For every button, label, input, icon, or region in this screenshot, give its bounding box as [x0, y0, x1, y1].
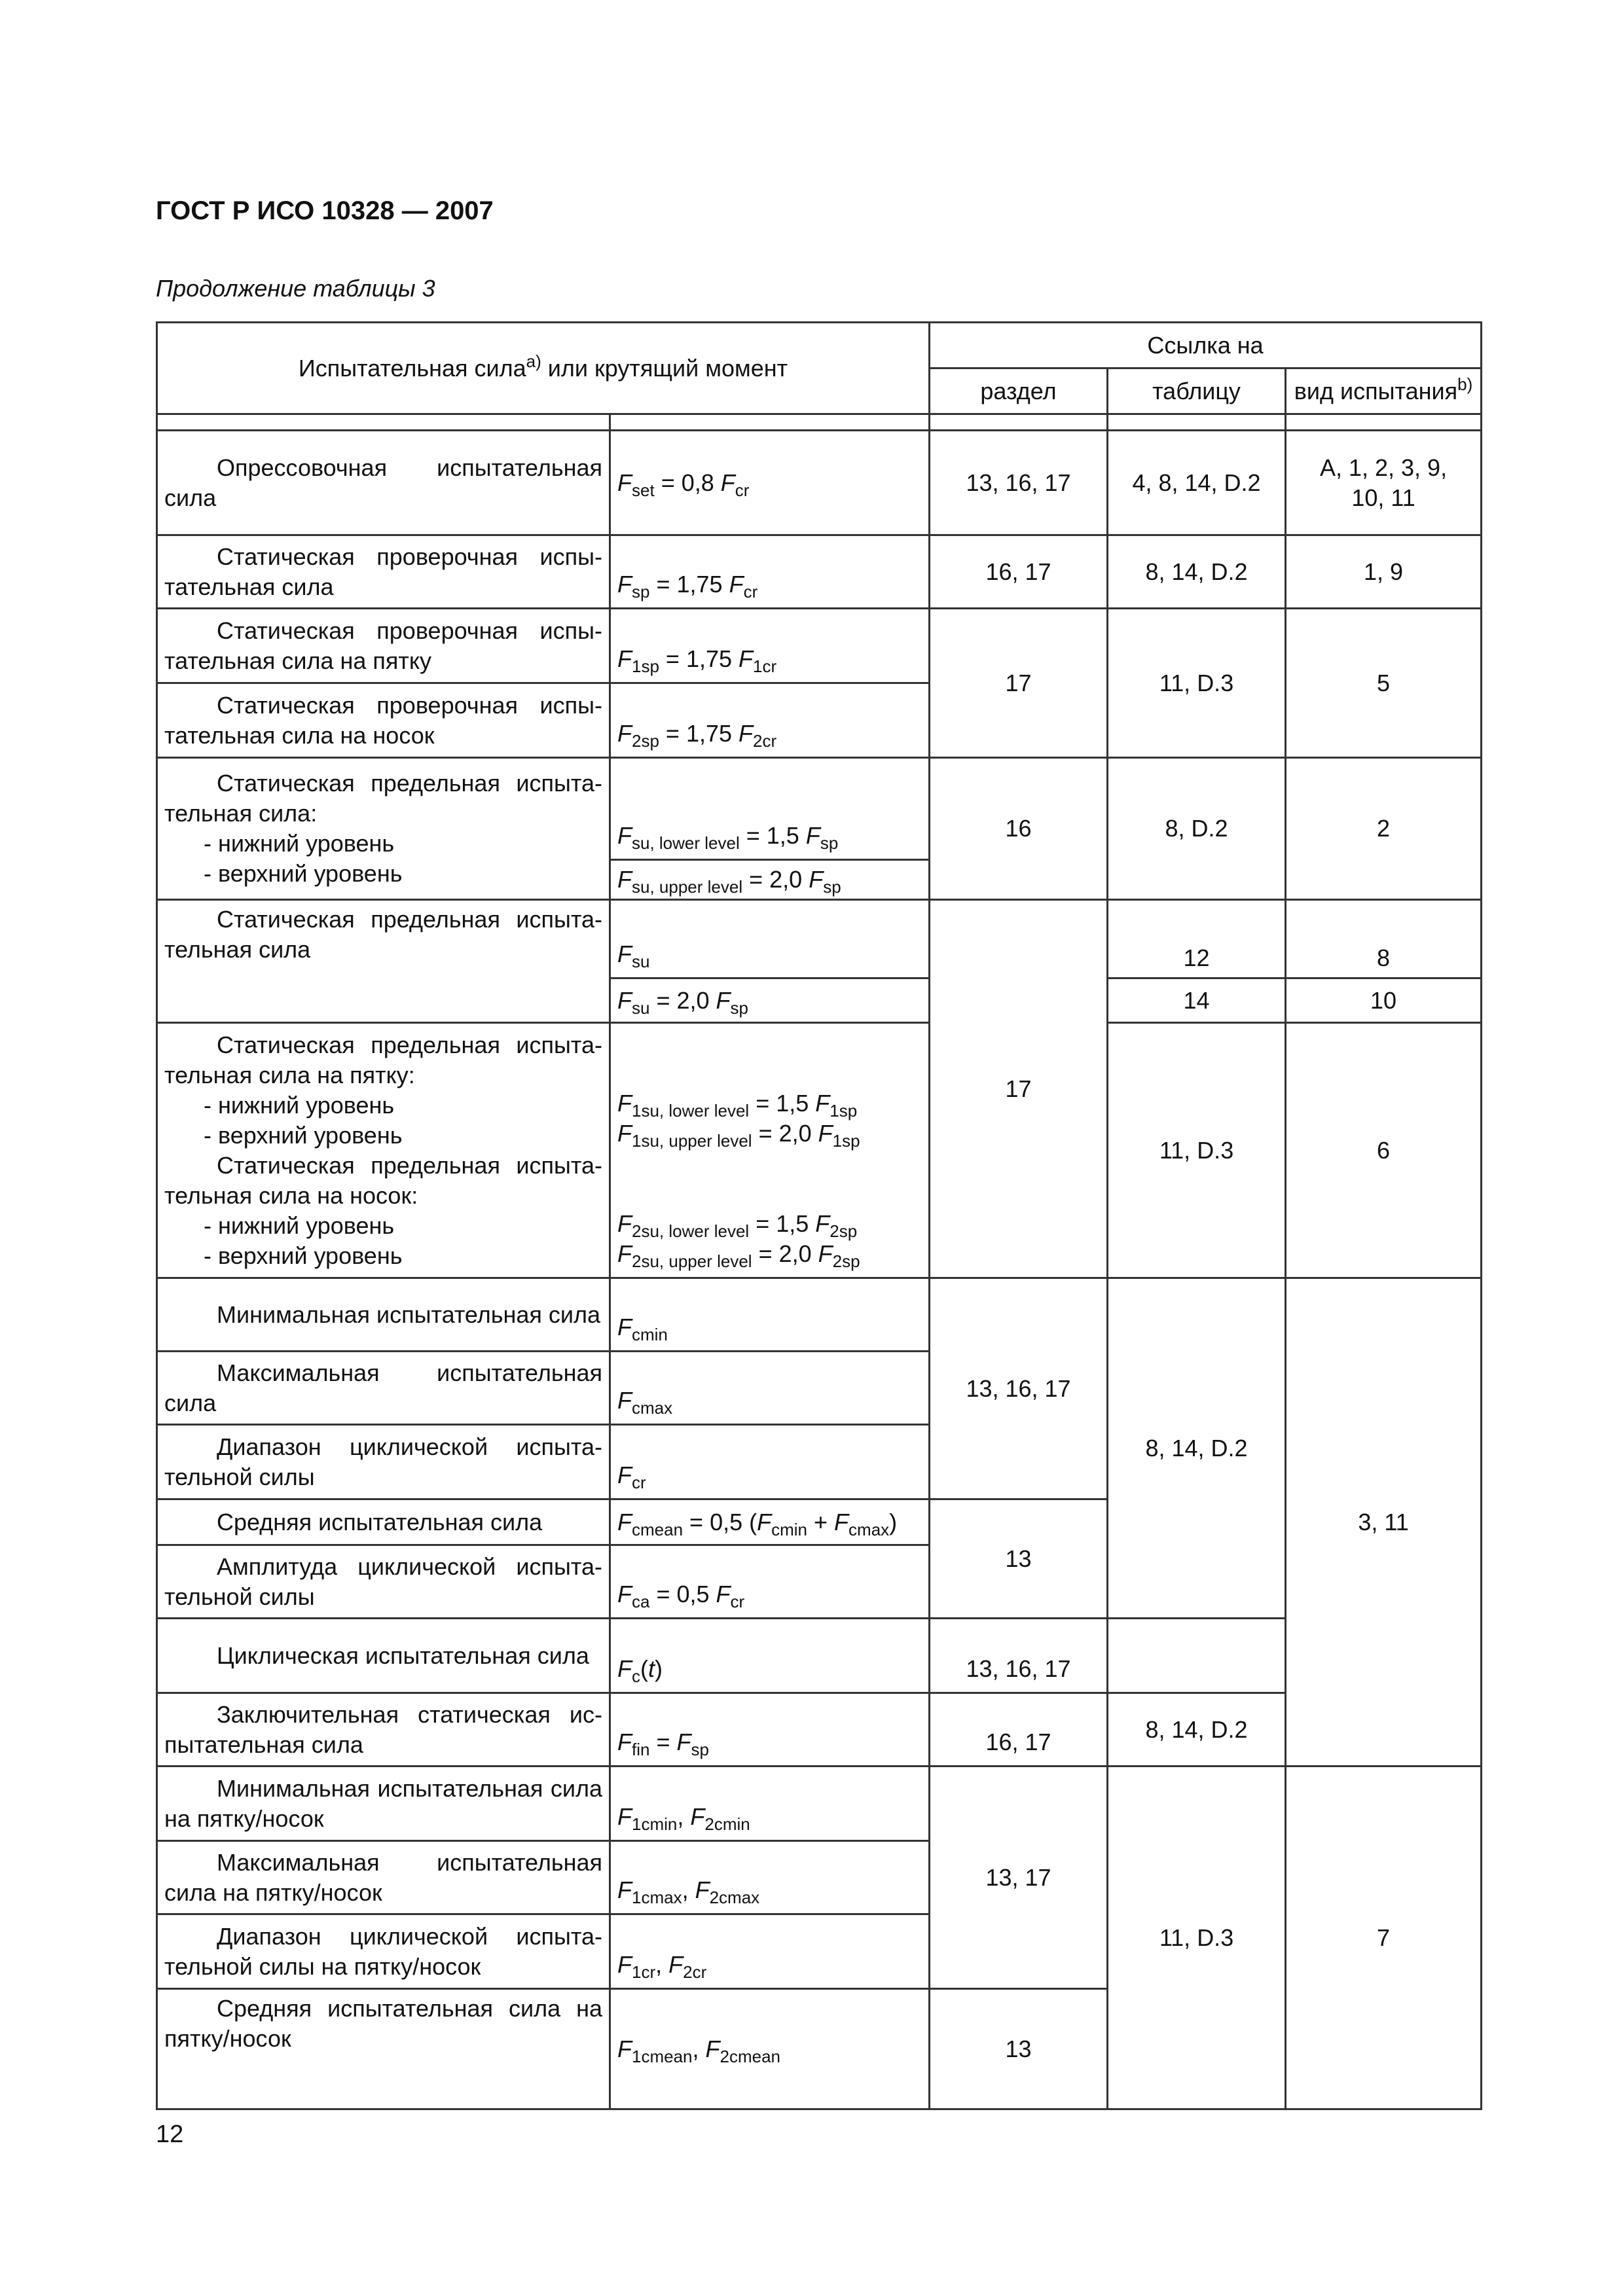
table-ref: 12 — [1108, 900, 1286, 978]
section-ref: 17 — [930, 609, 1108, 758]
formula: $F_{cmax}$ — [610, 1352, 930, 1425]
force-name: Статическая проверочная испы-тательная сила — [157, 535, 610, 609]
force-name: Средняя испытательная сила на пятку/носок — [157, 1989, 610, 2109]
test-type-ref: А, 1, 2, 3, 9, 10, 11 — [1286, 431, 1482, 535]
section-ref: 13, 16, 17 — [930, 1278, 1108, 1499]
force-name: Минимальная испытательная сила на пятку/носок — [157, 1767, 610, 1841]
test-type-ref: 10 — [1286, 978, 1482, 1023]
formula: $F_{cr}$ — [610, 1425, 930, 1499]
force-name: Минимальная испытательная сила — [157, 1278, 610, 1352]
header-section: раздел — [930, 368, 1108, 414]
force-name: Диапазон циклической испыта-тельной силы на пятку/носок — [157, 1914, 610, 1989]
force-name: Заключительная статическая ис-пытательная сила — [157, 1693, 610, 1767]
formula: $F_{su, upper level} = 2,0$ $F_{sp}$ — [610, 860, 930, 900]
force-name: Статическая предельная испыта-тельная сила на пятку: - нижний уровень - верхний уровень Статическая предельная испыта-тельная сила на носок: - нижний уровень - верхний уровень — [157, 1023, 610, 1278]
formula: $F_{cmean} = 0,5$ $(F_{cmin} + F_{cmax})$ — [610, 1499, 930, 1545]
formula: $F_{cmin}$ — [610, 1278, 930, 1352]
formula: $F_c(t)$ — [610, 1619, 930, 1693]
force-name: Диапазон циклической испыта-тельной силы — [157, 1425, 610, 1499]
formula: $F_{set} = 0,8$ $F_{cr}$ — [610, 431, 930, 535]
section-ref: 13, 17 — [930, 1767, 1108, 1989]
table-ref: 8, D.2 — [1108, 758, 1286, 900]
table-ref: 8, 14, D.2 — [1108, 1693, 1286, 1767]
force-name: Амплитуда циклической испыта-тельной силы — [157, 1545, 610, 1619]
formula: $F_{1cmin}$, $F_{2cmin}$ — [610, 1767, 930, 1841]
section-ref: 17 — [930, 900, 1108, 1278]
force-name: Средняя испытательная сила — [157, 1499, 610, 1545]
formula: $F_{su} = 2,0$ $F_{sp}$ — [610, 978, 930, 1023]
table-caption: Продолжение таблицы 3 — [156, 275, 435, 302]
force-name: Максимальная испытательная сила на пятку/носок — [157, 1841, 610, 1914]
section-ref: 13, 16, 17 — [930, 1619, 1108, 1693]
table-ref: 8, 14, D.2 — [1108, 1278, 1286, 1619]
formula: $F_{sp} = 1,75$ $F_{cr}$ — [610, 535, 930, 609]
header-force: Испытательная сила$^{a)}$ или крутящий момент — [157, 323, 930, 414]
force-name: Циклическая испытательная сила — [157, 1619, 610, 1693]
formula: $F_{1cr}$, $F_{2cr}$ — [610, 1914, 930, 1989]
formula: $F_{1sp} = 1,75$ $F_{1cr}$ — [610, 609, 930, 683]
header-test-type: вид испытания$^{b)}$ — [1286, 368, 1482, 414]
table-ref: 8, 14, D.2 — [1108, 535, 1286, 609]
test-type-ref: 8 — [1286, 900, 1482, 978]
test-type-ref: 2 — [1286, 758, 1482, 900]
header-reference: Ссылка на — [930, 323, 1482, 368]
formula: $F_{1cmean}$, $F_{2cmean}$ — [610, 1989, 930, 2109]
section-ref: 16, 17 — [930, 1693, 1108, 1767]
formula: $F_{su, lower level} = 1,5$ $F_{sp}$ — [610, 758, 930, 860]
section-ref: 16 — [930, 758, 1108, 900]
force-name: Статическая предельная испыта-тельная сила — [157, 900, 610, 1023]
test-type-ref: 6 — [1286, 1023, 1482, 1278]
test-type-ref: 3, 11 — [1286, 1278, 1482, 1767]
test-forces-table — [156, 321, 1482, 2110]
force-name: Статическая проверочная испы-тательная сила на носок — [157, 683, 610, 758]
table-ref: 4, 8, 14, D.2 — [1108, 431, 1286, 535]
force-name: Статическая проверочная испы-тательная сила на пятку — [157, 609, 610, 683]
test-type-ref: 5 — [1286, 609, 1482, 758]
force-name: Максимальная испытательная сила — [157, 1352, 610, 1425]
formula: $F_{ca} = 0,5$ $F_{cr}$ — [610, 1545, 930, 1619]
section-ref: 13, 16, 17 — [930, 431, 1108, 535]
table-ref: 14 — [1108, 978, 1286, 1023]
formula: $F_{su}$ — [610, 900, 930, 978]
page-number: 12 — [156, 2121, 184, 2148]
force-name: Опрессовочная испытательная сила — [157, 431, 610, 535]
formula: $F_{1su, lower level} = 1,5$ $F_{1sp}$ $F_{1su, upper level} = 2,0$ $F_{1sp}$ $F_{2su, lower level} = 1,5$ $F_{2sp}$ $F_{2su, upper level} = 2,0$ $F_{2sp}$ — [610, 1023, 930, 1278]
table-ref: 11, D.3 — [1108, 609, 1286, 758]
formula: $F_{fin} = F_{sp}$ — [610, 1693, 930, 1767]
document-header: ГОСТ Р ИСО 10328 — 2007 — [156, 196, 494, 225]
formula: $F_{2sp} = 1,75$ $F_{2cr}$ — [610, 683, 930, 758]
section-ref: 13 — [930, 1499, 1108, 1619]
table-ref: 11, D.3 — [1108, 1767, 1286, 2109]
test-type-ref: 7 — [1286, 1767, 1482, 2109]
section-ref: 13 — [930, 1989, 1108, 2109]
force-name: Статическая предельная испыта-тельная сила: - нижний уровень - верхний уровень — [157, 758, 610, 900]
section-ref: 16, 17 — [930, 535, 1108, 609]
header-table: таблицу — [1108, 368, 1286, 414]
test-type-ref: 1, 9 — [1286, 535, 1482, 609]
table-ref-empty — [1108, 1619, 1286, 1693]
table-ref: 11, D.3 — [1108, 1023, 1286, 1278]
formula: $F_{1cmax}$, $F_{2cmax}$ — [610, 1841, 930, 1914]
